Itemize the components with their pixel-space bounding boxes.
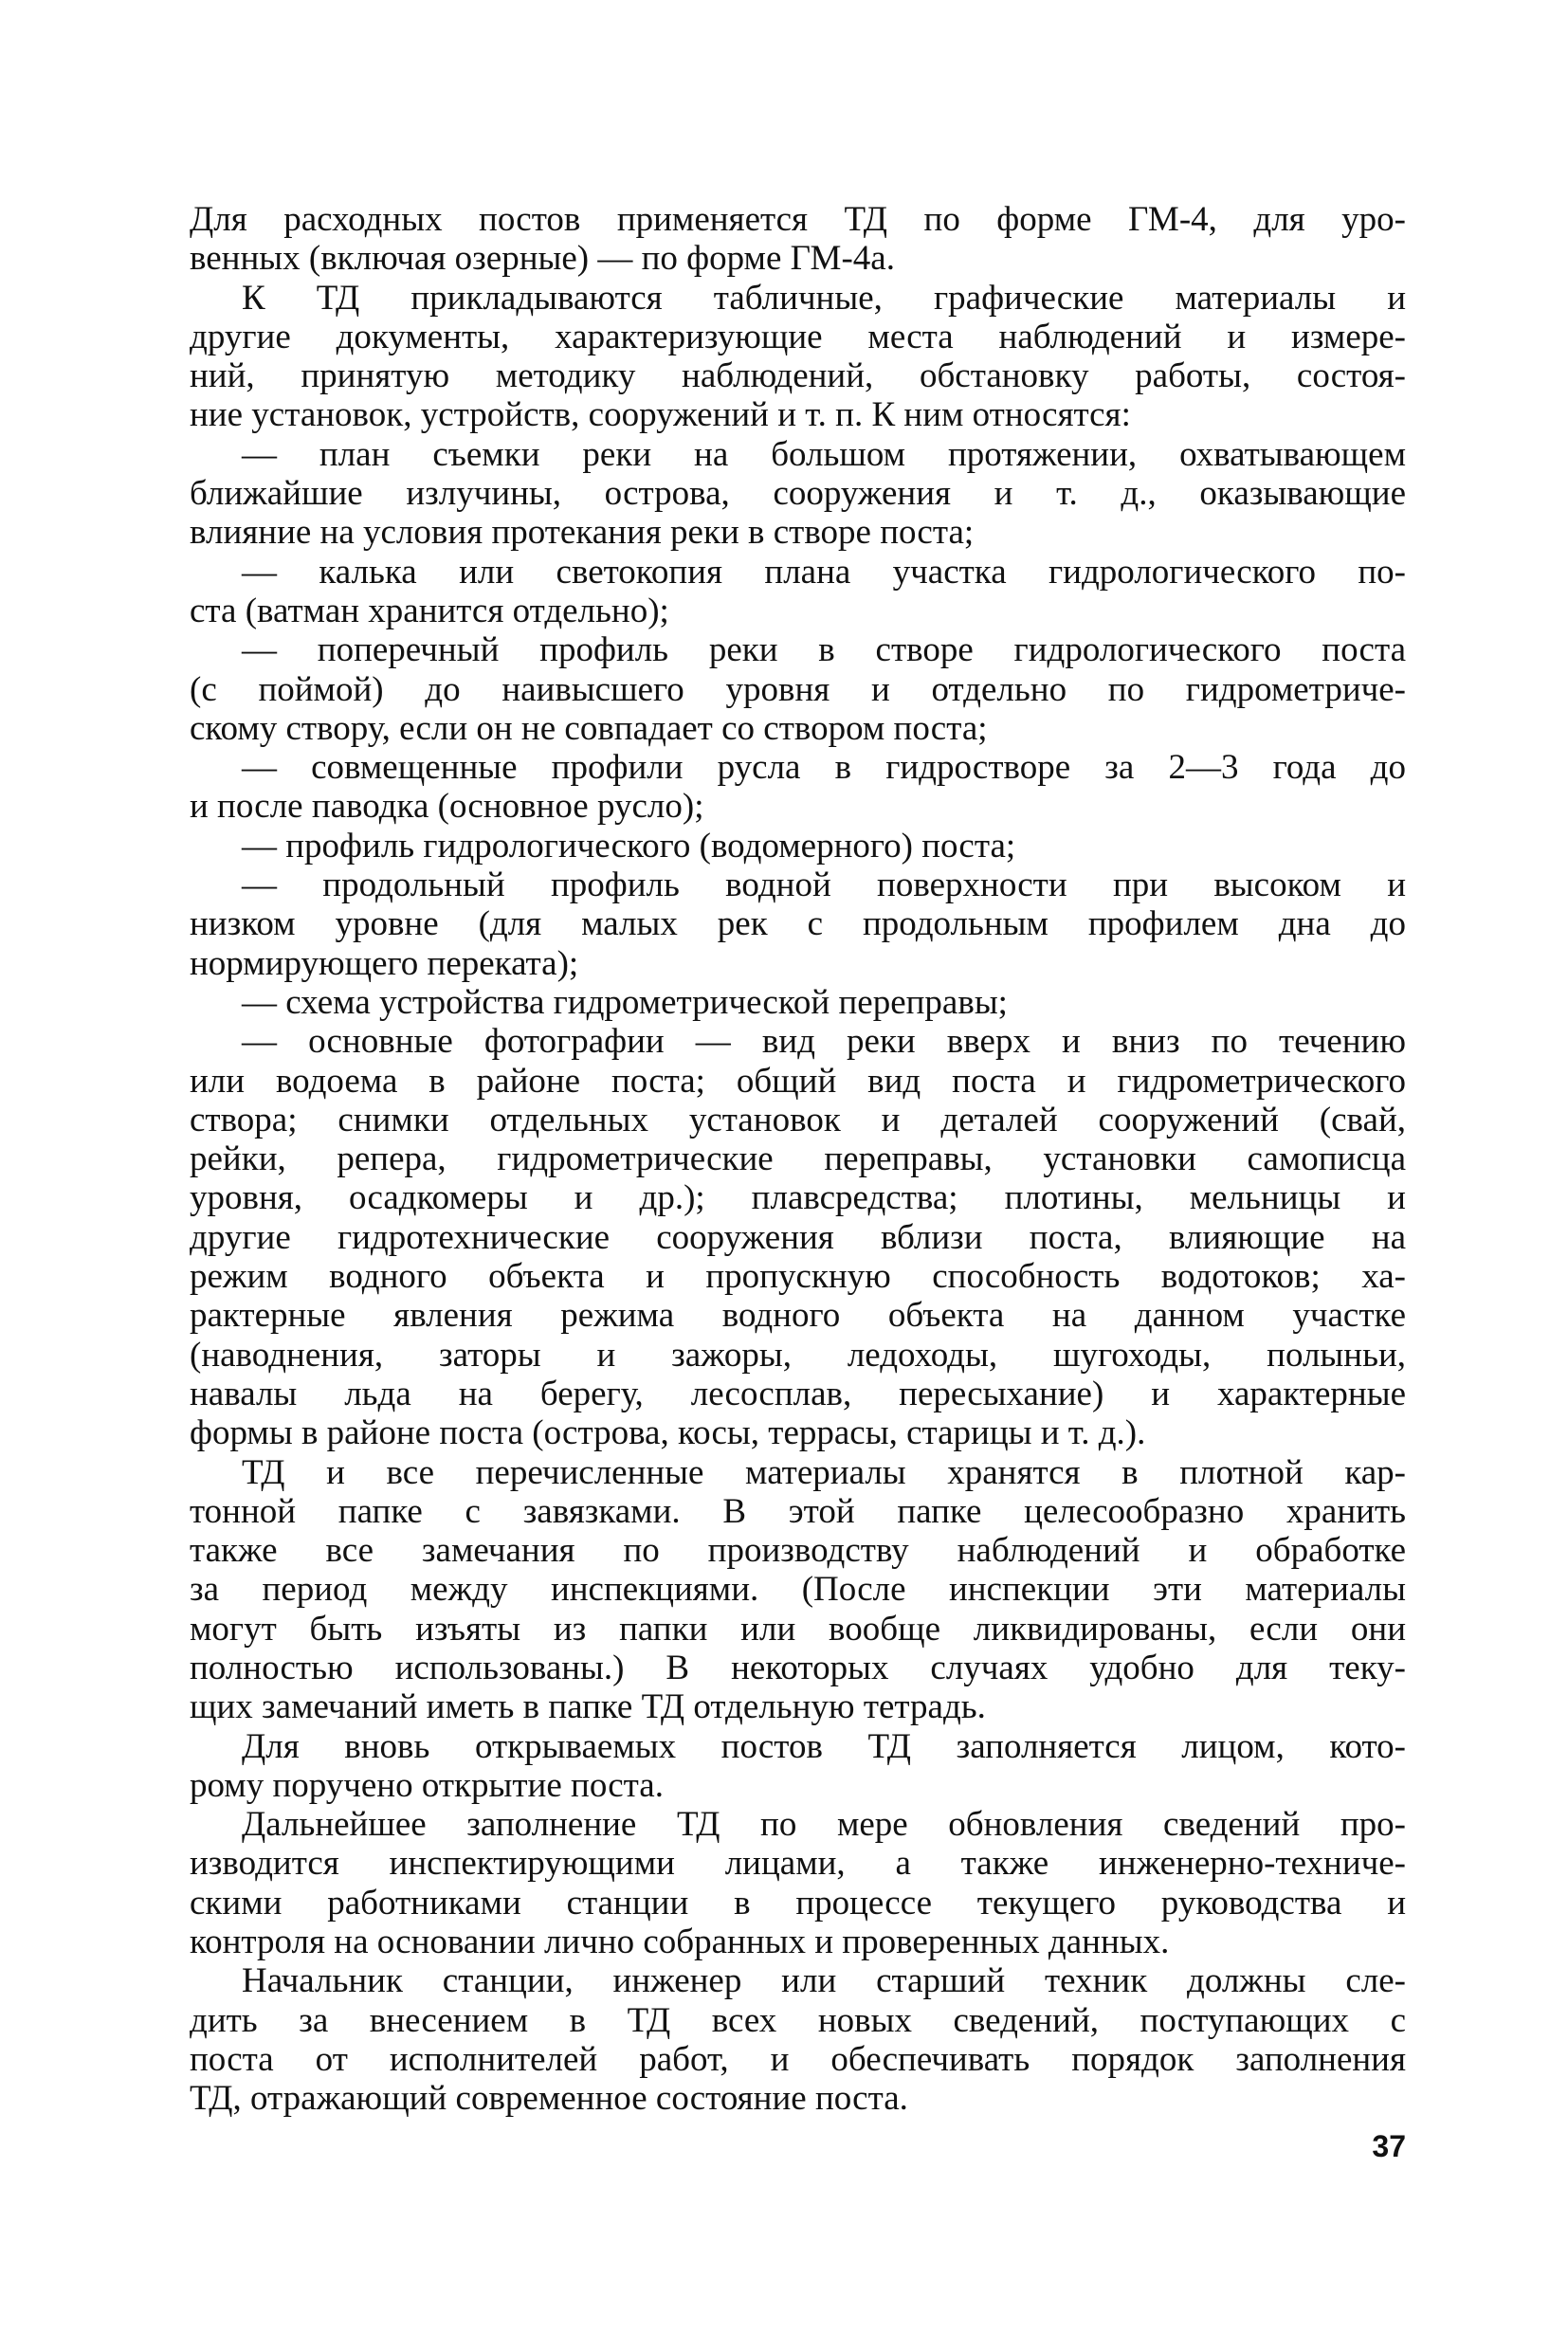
text-line: скими работниками станции в процессе текущего руководства и xyxy=(190,1883,1406,1923)
text-line: дить за внесением в ТД всех новых сведений, поступающих с xyxy=(190,2000,1406,2040)
text-line: (наводнения, заторы и зажоры, ледоходы, шугоходы, полыньи, xyxy=(190,1335,1406,1375)
paragraph xyxy=(190,279,1406,435)
text-line: формы в районе поста (острова, косы, террасы, старицы и т. д.). xyxy=(190,1413,1146,1453)
text-line: — схема устройства гидрометрической переправы; xyxy=(242,982,1008,1022)
paragraph xyxy=(190,435,1406,553)
paragraph xyxy=(190,200,1406,279)
text-line: скому створу, если он не совпадает со створом поста; xyxy=(190,708,988,748)
text-line: Начальник станции, инженер или старший техник должны сле- xyxy=(242,1961,1406,2001)
text-line: изводится инспектирующими лицами, а также инженерно-техниче- xyxy=(190,1844,1406,1884)
text-line: Дальнейшее заполнение ТД по мере обновления сведений про- xyxy=(242,1805,1406,1845)
paragraph xyxy=(190,1805,1406,1961)
text-line: ближайшие излучины, острова, сооружения и т. д., оказывающие xyxy=(190,474,1406,514)
text-line: могут быть изъяты из папки или вообще ликвидированы, если они xyxy=(190,1609,1406,1649)
text-line: низком уровне (для малых рек с продольным профилем дна до xyxy=(190,904,1406,944)
text-line: — основные фотографии — вид реки вверх и вниз по течению xyxy=(242,1022,1406,1062)
text-line: щих замечаний иметь в папке ТД отдельную тетрадь. xyxy=(190,1687,986,1727)
text-line: — калька или светокопия плана участка гидрологического по- xyxy=(242,552,1406,592)
text-line: или водоема в районе поста; общий вид поста и гидрометрического xyxy=(190,1061,1406,1101)
text-line: тонной папке с завязками. В этой папке целесообразно хранить xyxy=(190,1491,1406,1531)
text-line: — совмещенные профили русла в гидростворе за 2—3 года до xyxy=(242,748,1406,788)
text-line: (с поймой) до наивысшего уровня и отдельно по гидрометриче- xyxy=(190,669,1406,709)
text-line: уровня, осадкомеры и др.); плавсредства; плотины, мельницы и xyxy=(190,1178,1406,1218)
paragraph xyxy=(190,630,1406,748)
text-line: — поперечный профиль реки в створе гидрологического поста xyxy=(242,630,1406,670)
paragraph xyxy=(190,553,1406,631)
text-line: полностью использованы.) В некоторых случаях удобно для теку- xyxy=(190,1648,1406,1687)
text-line: рейки, репера, гидрометрические переправы, установки самописца xyxy=(190,1139,1406,1179)
text-line: навалы льда на берегу, лесосплав, пересыхание) и характерные xyxy=(190,1374,1406,1413)
text-line: Для расходных постов применяется ТД по форме ГМ-4, для уро- xyxy=(190,200,1406,239)
text-line: створа; снимки отдельных установок и деталей сооружений (свай, xyxy=(190,1100,1406,1139)
paragraph xyxy=(190,1453,1406,1727)
text-line: ние установок, устройств, сооружений и т. п. К ним относятся: xyxy=(190,395,1131,435)
text-line: за период между инспекциями. (После инспекции эти материалы xyxy=(190,1570,1406,1610)
text-line: рому поручено открытие поста. xyxy=(190,1765,664,1805)
text-line: Для вновь открываемых постов ТД заполняется лицом, кото- xyxy=(242,1726,1406,1766)
paragraph xyxy=(190,983,1406,1022)
paragraph xyxy=(190,827,1406,866)
paragraph xyxy=(190,866,1406,983)
text-line: — продольный профиль водной поверхности при высоком и xyxy=(242,866,1406,905)
text-line: контроля на основании лично собранных и проверенных данных. xyxy=(190,1923,1170,1962)
text-line: рактерные явления режима водного объекта на данном участке xyxy=(190,1296,1406,1336)
text-line: ста (ватман хранится отдельно); xyxy=(190,591,669,630)
text-line: ТД и все перечисленные материалы хранятся в плотной кар- xyxy=(242,1452,1406,1492)
text-line: нормирующего переката); xyxy=(190,943,579,983)
text-line: венных (включая озерные) — по форме ГМ-4а. xyxy=(190,239,895,279)
text-line: ний, принятую методику наблюдений, обстановку работы, состоя- xyxy=(190,356,1406,396)
text-line: поста от исполнителей работ, и обеспечивать порядок заполнения xyxy=(190,2039,1406,2079)
page-body xyxy=(190,200,1406,2119)
text-line: режим водного объекта и пропускную способность водотоков; ха- xyxy=(190,1257,1406,1297)
paragraph xyxy=(190,748,1406,827)
text-line: влияние на условия протекания реки в створе поста; xyxy=(190,513,975,553)
page-number: 37 xyxy=(1372,2129,1406,2163)
text-line: — профиль гидрологического (водомерного) поста; xyxy=(242,826,1016,866)
text-line: другие гидротехнические сооружения вблизи поста, влияющие на xyxy=(190,1217,1406,1257)
text-line: К ТД прикладываются табличные, графические материалы и xyxy=(242,278,1406,318)
paragraph xyxy=(190,1727,1406,1806)
paragraph xyxy=(190,1022,1406,1452)
paragraph xyxy=(190,1961,1406,2118)
text-line: — план съемки реки на большом протяжении, охватывающем xyxy=(242,434,1406,474)
text-line: и после паводка (основное русло); xyxy=(190,787,704,827)
text-line: также все замечания по производству наблюдений и обработке xyxy=(190,1531,1406,1571)
text-line: другие документы, характеризующие места наблюдений и измере- xyxy=(190,317,1406,356)
text-line: ТД, отражающий современное состояние поста. xyxy=(190,2079,908,2119)
